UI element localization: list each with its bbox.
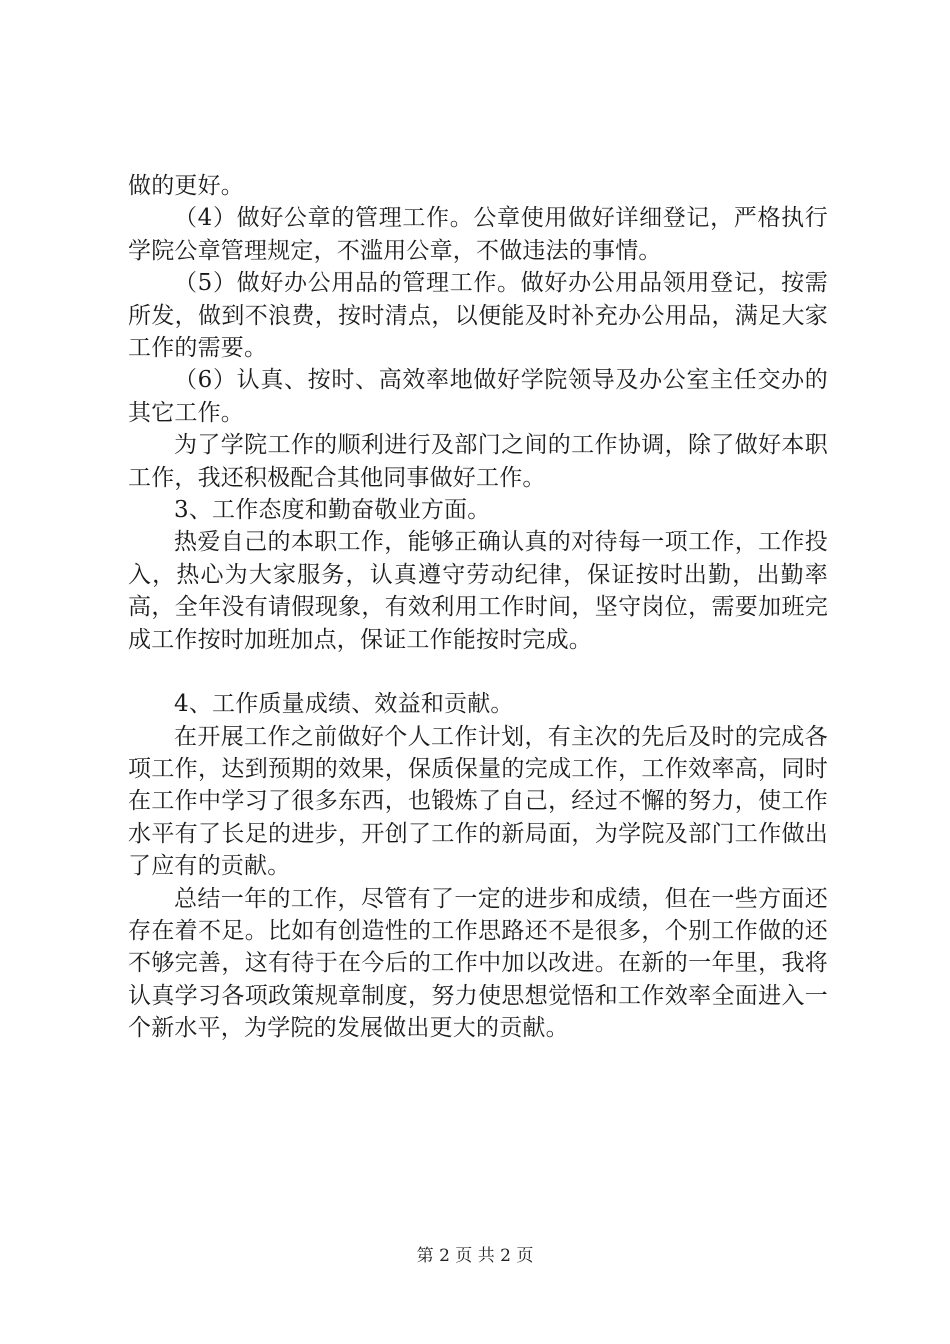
paragraph-work-attitude: 热爱自己的本职工作，能够正确认真的对待每一项工作，工作投入，热心为大家服务，认真遵守劳动纪律，保证按时出勤，出勤率高，全年没有请假现象，有效利用工作时间，坚守岗位，需要加班完成工作按时加班加点，保证工作能按时完成。 (128, 529, 828, 653)
document-body (128, 170, 828, 1045)
paragraph-work-quality: 在开展工作之前做好个人工作计划，有主次的先后及时的完成各项工作，达到预期的效果，保质保量的完成工作，工作效率高，同时在工作中学习了很多东西，也锻炼了自己，经过不懈的努力，使工作水平有了长足的进步，开创了工作的新局面，为学院及部门工作做出了应有的贡献。 (128, 723, 828, 880)
heading-work-attitude: 3、工作态度和勤奋敬业方面。 (174, 497, 491, 524)
page-footer: 第 2 页 共 2 页 (416, 1246, 534, 1266)
paragraph-other-tasks: （6）认真、按时、高效率地做好学院领导及办公室主任交办的其它工作。 (128, 367, 828, 426)
paragraph-continuation: 做的更好。 (128, 173, 244, 199)
heading-work-quality: 4、工作质量成绩、效益和贡献。 (174, 691, 514, 718)
paragraph-office-supplies: （5）做好办公用品的管理工作。做好办公用品领用登记，按需所发，做到不浪费，按时清点，以便能及时补充办公用品，满足大家工作的需要。 (128, 270, 828, 362)
paragraph-seal-management: （4）做好公章的管理工作。公章使用做好详细登记，严格执行学院公章管理规定，不滥用公章，不做违法的事情。 (128, 205, 828, 264)
paragraph-summary: 总结一年的工作，尽管有了一定的进步和成绩，但在一些方面还存在着不足。比如有创造性的工作思路还不是很多，个别工作做的还不够完善，这有待于在今后的工作中加以改进。在新的一年里，我将认真学习各项政策规章制度，努力使思想觉悟和工作效率全面进入一个新水平，为学院的发展做出更大的贡献。 (128, 885, 828, 1042)
paragraph-cooperation: 为了学院工作的顺利进行及部门之间的工作协调，除了做好本职工作，我还积极配合其他同事做好工作。 (128, 432, 828, 491)
